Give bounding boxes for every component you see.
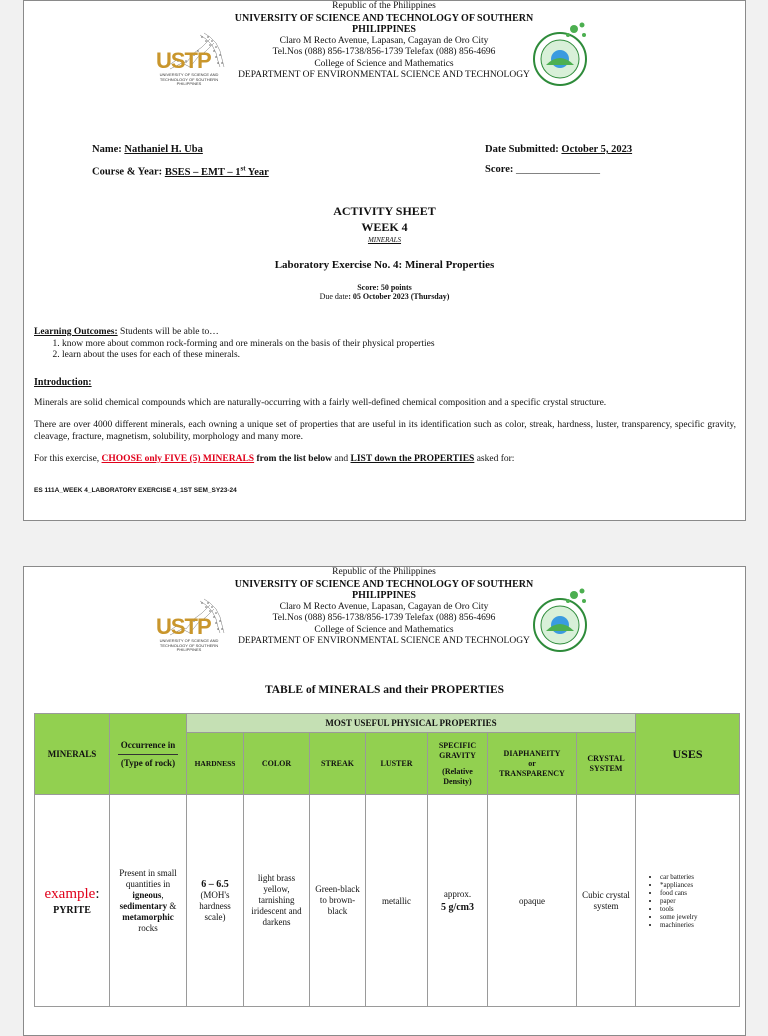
cell-diaphaneity: opaque (488, 795, 577, 1007)
due-date: Due date: 05 October 2023 (Thursday) (319, 292, 450, 301)
header-line-5: Tel.Nos (088) 856-1738/856-1739 Telefax (088) 856-4696 (272, 47, 496, 57)
header-line-4: Claro M Recto Avenue, Lapasan, Cagayan de Oro City (279, 35, 489, 46)
table-row (35, 795, 740, 1007)
outcome-item: 1. know more about common rock-forming and ore minerals on the basis of their physical properties (62, 339, 736, 351)
header-line-6: College of Science and Mathematics (314, 58, 454, 69)
cell-hardness: 6 – 6.5 (MOH's hardness scale) (187, 795, 244, 1007)
choose-five-highlight: CHOOSE only FIVE (5) MINERALS (101, 454, 255, 464)
ustp-logo-text: USTP (156, 614, 211, 639)
header-line-5: Tel.Nos (088) 856-1738/856-1739 Telefax (088) 856-4696 (272, 613, 496, 623)
table-title: TABLE of MINERALS and their PROPERTIES (264, 684, 505, 696)
example-mineral: PYRITE (53, 904, 91, 916)
header-line-3: PHILIPPINES (352, 24, 416, 35)
cell-luster: metallic (366, 795, 428, 1007)
course-field (92, 164, 269, 178)
list-item: • tools (660, 905, 737, 913)
cell-occurrence: Present in small quantities in igneous, sedimentary & metamorphic rocks (110, 795, 187, 1007)
cell-specific-gravity: approx. 5 g/cm3 (428, 795, 488, 1007)
score-points: Score: 50 points (357, 283, 412, 292)
list-item: • some jewelry (660, 913, 737, 921)
header-line-6: College of Science and Mathematics (314, 624, 454, 635)
col-color: COLOR (244, 733, 310, 795)
header-line-7: DEPARTMENT OF ENVIRONMENTAL SCIENCE AND TECHNOLOGY (238, 636, 530, 646)
header-line-2: UNIVERSITY OF SCIENCE AND TECHNOLOGY OF SOUTHERN (234, 578, 534, 590)
header-line-1: Republic of the Philippines (332, 567, 436, 577)
page-header (24, 1, 745, 111)
header-line-2: UNIVERSITY OF SCIENCE AND TECHNOLOGY OF SOUTHERN (234, 12, 534, 24)
col-minerals: MINERALS (35, 714, 110, 795)
list-item: • paper (660, 897, 737, 905)
activity-topic: MINERALS (367, 236, 402, 244)
score-field (485, 164, 600, 175)
col-group-physical-properties: MOST USEFUL PHYSICAL PROPERTIES (187, 714, 636, 733)
score-label: Score: (485, 164, 514, 175)
uses-list (638, 873, 737, 929)
outcomes-heading: Learning Outcomes: (34, 327, 118, 337)
ustp-logo-subtext: UNIVERSITY OF SCIENCE AND TECHNOLOGY OF SOUTHERN PHILIPPINES (159, 638, 219, 652)
ustp-logo-text: USTP (156, 48, 211, 73)
intro-paragraph-3: For this exercise, CHOOSE only FIVE (5) MINERALS from the list below and LIST down the PROPERTIES asked for: (34, 454, 515, 464)
header-line-7: DEPARTMENT OF ENVIRONMENTAL SCIENCE AND TECHNOLOGY (238, 70, 530, 80)
environmental-seal-icon (524, 587, 596, 657)
intro-paragraph-2: There are over 4000 different minerals, each owning a unique set of properties that are useful in its identification such as color, streak, hardness, luster, transparency, specific gravity, cleavage, fracture, magnetism, solubility, morphology and many more. (34, 420, 736, 442)
col-diaphaneity: DIAPHANEITY or TRANSPARENCY (488, 733, 577, 795)
page-2 (23, 566, 746, 1036)
col-occurrence: Occurrence in (Type of rock) (110, 714, 187, 795)
name-field (92, 144, 203, 155)
header-line-1: Republic of the Philippines (332, 1, 436, 11)
learning-outcomes (34, 327, 736, 362)
header-line-4: Claro M Recto Avenue, Lapasan, Cagayan de Oro City (279, 601, 489, 612)
date-value: October 5, 2023 (561, 144, 633, 155)
outcomes-intro: Students will be able to… (117, 327, 219, 337)
list-item: • *appliances (660, 881, 737, 889)
outcome-item: 2. learn about the uses for each of these minerals. (62, 350, 736, 362)
date-submitted-field (485, 144, 632, 155)
cell-mineral (35, 795, 110, 1007)
introduction-heading: Introduction: (34, 377, 92, 388)
col-uses: USES (636, 714, 740, 795)
name-label: Name: (92, 144, 122, 155)
cell-streak: Green-black to brown-black (310, 795, 366, 1007)
example-label: example: (44, 885, 100, 902)
list-item: • food cans (660, 889, 737, 897)
date-label: Date Submitted: (485, 144, 559, 155)
outcomes-list (34, 339, 736, 362)
page-header (24, 567, 745, 677)
environmental-seal-icon (524, 21, 596, 91)
header-line-3: PHILIPPINES (352, 590, 416, 601)
col-specific-gravity: SPECIFIC GRAVITY (Relative Density) (428, 733, 488, 795)
col-streak: STREAK (310, 733, 366, 795)
activity-week: WEEK 4 (361, 220, 408, 234)
lab-exercise-title: Laboratory Exercise No. 4: Mineral Properties (274, 259, 495, 271)
list-item: • car batteries (660, 873, 737, 881)
score-blank: ________________ (516, 164, 601, 175)
col-luster: LUSTER (366, 733, 428, 795)
cell-crystal-system: Cubic crystal system (577, 795, 636, 1007)
activity-title: ACTIVITY SHEET (333, 204, 436, 218)
page-1 (23, 0, 746, 521)
intro-paragraph-1: Minerals are solid chemical compounds which are naturally-occurring with a fairly well-defined chemical composition and a specific crystal structure. (34, 398, 607, 408)
col-hardness: HARDNESS (187, 733, 244, 795)
course-label: Course & Year: (92, 166, 163, 178)
course-value: BSES – EMT – 1st Year (164, 164, 269, 178)
ustp-logo-subtext: UNIVERSITY OF SCIENCE AND TECHNOLOGY OF SOUTHERN PHILIPPINES (159, 72, 219, 86)
cell-color: light brass yellow, tarnishing iridescent and darkens (244, 795, 310, 1007)
cell-uses (636, 795, 740, 1007)
minerals-table (34, 713, 740, 1007)
list-item: • machineries (660, 921, 737, 929)
col-crystal-system: CRYSTAL SYSTEM (577, 733, 636, 795)
name-value: Nathaniel H. Uba (124, 144, 203, 155)
page-footer: ES 111A_WEEK 4_LABORATORY EXERCISE 4_1ST SEM_SY23-24 (34, 487, 237, 494)
